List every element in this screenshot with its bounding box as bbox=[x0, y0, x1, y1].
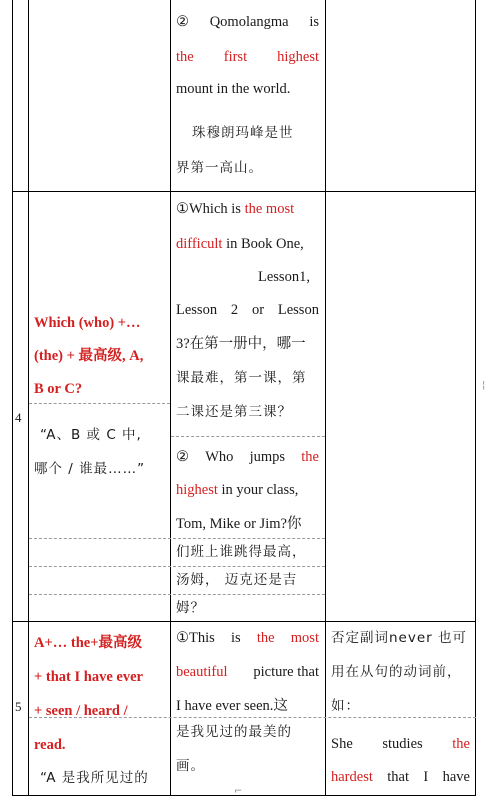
word: first bbox=[223, 49, 248, 65]
example-text: Tom, Mike or Jim?你 bbox=[176, 516, 302, 532]
word: jumps bbox=[249, 449, 286, 465]
highlighted-line bbox=[176, 41, 319, 74]
example-line bbox=[176, 441, 319, 474]
rule-line: B or C? bbox=[34, 381, 83, 397]
word: I bbox=[423, 769, 429, 785]
circled-number: ② bbox=[176, 449, 189, 465]
row-number: 4 bbox=[15, 410, 22, 425]
example-line bbox=[176, 474, 298, 507]
highlight: the bbox=[452, 736, 470, 752]
rule-line: (the) + 最高级, A, bbox=[34, 348, 144, 364]
word: Who bbox=[205, 449, 234, 465]
highlight: the bbox=[256, 630, 275, 646]
note-example-line bbox=[331, 728, 470, 761]
rule-line: Which (who) +… bbox=[34, 315, 141, 331]
example-line bbox=[176, 6, 319, 39]
note-line: 如： bbox=[331, 698, 360, 714]
note-line: 用在从句的动词前， bbox=[331, 664, 462, 680]
highlight: difficult bbox=[176, 236, 223, 252]
translation: 姆？ bbox=[176, 600, 205, 616]
rule-translation: 哪个 / 谁最……” bbox=[34, 461, 146, 477]
translation: 课最难，第一课，第 bbox=[176, 370, 307, 386]
rule-line: A+… the+最高级 bbox=[34, 635, 142, 651]
circled-number: ① bbox=[176, 201, 189, 217]
circled-number: ② bbox=[176, 14, 189, 30]
example-line bbox=[176, 622, 319, 655]
margin-mark: ⌐ bbox=[234, 786, 243, 797]
word: Lesson bbox=[277, 302, 319, 318]
example-line bbox=[176, 656, 319, 689]
translation: 界第一高山。 bbox=[176, 160, 263, 176]
highlight: most bbox=[290, 630, 319, 646]
translation: 二课还是第三课？ bbox=[176, 404, 292, 420]
translation: 珠穆朗玛峰是世 bbox=[192, 125, 294, 141]
word: highest bbox=[277, 49, 319, 65]
word: in your class, bbox=[221, 482, 299, 498]
example-text: I have ever seen.这 bbox=[176, 698, 288, 714]
example-line bbox=[176, 294, 319, 327]
word: or bbox=[251, 302, 265, 318]
word: picture that bbox=[253, 664, 319, 680]
note-example-line bbox=[331, 761, 470, 794]
translation: 们班上谁跳得最高， bbox=[176, 544, 307, 560]
row-number: 5 bbox=[15, 699, 22, 714]
word: is bbox=[230, 630, 241, 646]
margin-mark: ¦ bbox=[482, 380, 486, 391]
highlight: the bbox=[301, 449, 319, 465]
note-line: 否定副词never 也可 bbox=[331, 630, 467, 646]
rule-translation: “A 是我所见过的 bbox=[40, 770, 149, 786]
word: the bbox=[176, 49, 194, 65]
word: is bbox=[309, 14, 319, 30]
word: that bbox=[387, 769, 409, 785]
example-line bbox=[176, 193, 294, 226]
example-text: Lesson1, bbox=[258, 269, 310, 285]
translation: 是我见过的最美的 bbox=[176, 724, 292, 740]
rule-translation: “A、B 或 C 中, bbox=[40, 427, 142, 443]
highlight: beautiful bbox=[176, 664, 228, 680]
rule-line: + seen / heard / bbox=[34, 703, 128, 719]
rule-line: + that I have ever bbox=[34, 669, 143, 685]
word: in Book One, bbox=[226, 236, 304, 252]
highlight: highest bbox=[176, 482, 218, 498]
word: studies bbox=[382, 736, 423, 752]
highlight: hardest bbox=[331, 769, 373, 785]
word: 2 bbox=[230, 302, 239, 318]
word: have bbox=[442, 769, 470, 785]
circled-number: ①This bbox=[176, 630, 215, 646]
highlight: the most bbox=[244, 201, 295, 217]
word: She bbox=[331, 736, 353, 752]
word: Lesson bbox=[176, 302, 218, 318]
example-line bbox=[176, 228, 304, 261]
translation: 汤姆， 迈克还是吉 bbox=[176, 572, 298, 588]
rule-line: read. bbox=[34, 737, 66, 753]
example-text: 3?在第一册中，哪一 bbox=[176, 336, 306, 352]
example-text: mount in the world. bbox=[176, 81, 291, 97]
word: Qomolangma bbox=[209, 14, 289, 30]
translation: 画。 bbox=[176, 758, 205, 774]
word: Which is bbox=[189, 201, 241, 217]
